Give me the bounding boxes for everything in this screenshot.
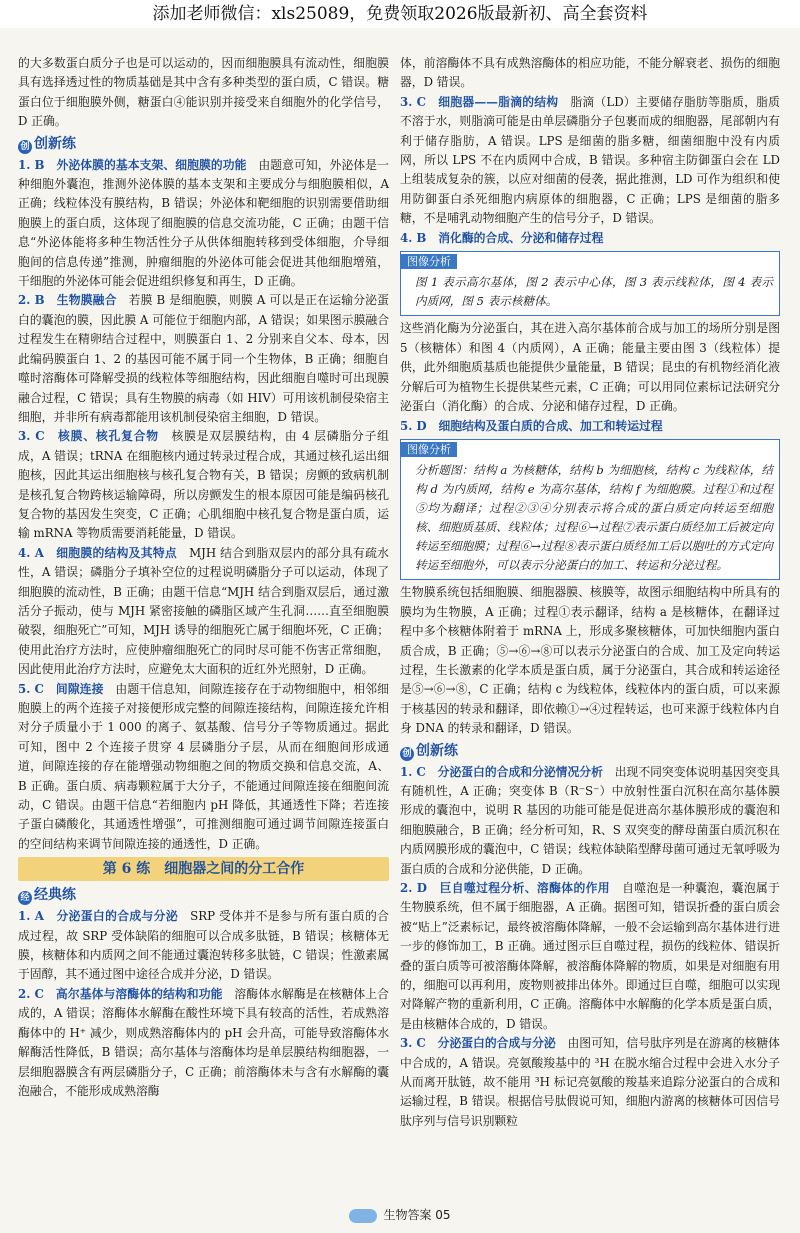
classic-badge-icon: 经 <box>18 891 32 905</box>
section-classic <box>18 884 389 906</box>
answer-number: 3. C <box>400 1036 426 1051</box>
footer-label: 生物答案 <box>383 1208 432 1222</box>
answer-item <box>400 763 780 879</box>
answer-text: SRP 受体并不是参与所有蛋白质的合成过程，故 SRP 受体缺陷的细胞可以合成多肽链，B 错误；核糖体无膜，核糖体和内质网之间不能通过囊泡转移多肽链，C 错误；性激素属于固醇，其不通过图中途径合成并分泌，D 错误。 <box>18 909 389 982</box>
answer-number: 2. B <box>18 293 45 308</box>
figure-analysis-text: 图 1 表示高尔基体，图 2 表示中心体，图 3 表示线粒体，图 4 表示内质网，图 5 表示核糖体。 <box>415 275 773 309</box>
answer-topic: 核膜、核孔复合物 <box>58 429 159 444</box>
answer-item <box>18 291 389 427</box>
publisher-logo-icon <box>349 1209 377 1223</box>
answer-item <box>18 985 389 1101</box>
answer-topic: 细胞膜的结构及其特点 <box>56 545 177 560</box>
answer-topic: 高尔基体与溶酶体的结构和功能 <box>55 986 223 1001</box>
figure-analysis-tag: 图像分析 <box>401 442 457 457</box>
figure-analysis-box <box>400 251 780 316</box>
answer-topic: 细胞结构及蛋白质的合成、加工和转运过程 <box>438 418 663 433</box>
watermark-banner: 添加老师微信：xls25089，免费领取2026版最新初、高全套资料 <box>0 0 800 28</box>
answer-item <box>400 417 780 436</box>
answer-number: 4. A <box>18 545 44 560</box>
answer-topic: 外泌体膜的基本支架、细胞膜的功能 <box>56 157 247 172</box>
answer-number: 2. D <box>400 881 428 895</box>
figure-analysis-tag: 图像分析 <box>401 254 457 269</box>
answer-topic: 消化酶的合成、分泌和储存过程 <box>438 230 604 245</box>
answer-number: 4. B <box>400 230 427 245</box>
answer-number: 3. C <box>18 429 45 444</box>
answer-topic: 生物膜融合 <box>56 293 117 308</box>
section-title: 经典练 <box>34 887 76 904</box>
answer-topic: 细胞器——脂滴的结构 <box>438 94 559 109</box>
answer-number: 3. C <box>400 94 427 109</box>
continued-paragraph: 体，前溶酶体不具有成熟溶酶体的相应功能，不能分解衰老、损伤的细胞器，D 错误。 <box>400 56 780 90</box>
answer-item <box>400 93 780 229</box>
figure-analysis-box <box>400 439 780 580</box>
answer-text: 溶酶体水解酶是在核糖体上合成的，A 错误；溶酶体水解酶在酸性环境下具有较高的活性，若成熟溶酶体中的 H⁺ 减少，则成熟溶酶体内的 pH 会升高，可能导致溶酶体水解酶活性降低，B 错误；高尔基体与溶酶体均是单层膜结构细胞器，一层细胞器膜含有两层磷脂分子，C 正确；前溶酶体未与含有水解酶的囊泡融合，不能形成成熟溶酶 <box>18 986 389 1098</box>
section-title: 创新练 <box>416 742 458 759</box>
answer-topic: 分泌蛋白的合成和分泌情况分析 <box>437 764 603 779</box>
answer-text: 由图可知，信号肽序列是在游离的核糖体中合成的，A 错误。亮氨酸羧基中的 ³H 在脱水缩合过程中会进入水分子从而离开肽链，故不能用 ³H 标记亮氨酸的羧基来追踪分泌蛋白的合成和运输过程，B 错误。根据信号肽假说可知，细胞内游离的核糖体可因信号肽序列与信号识别颗粒 <box>400 1036 780 1128</box>
answer-number: 5. C <box>18 681 44 696</box>
answer-item <box>18 427 389 543</box>
page-footer <box>0 1206 800 1223</box>
intro-paragraph: 的大多数蛋白质分子也是可以运动的，因而细胞膜具有流动性，细胞膜具有选择透过性的物质基础是其中含有多种类型的蛋白质，C 错误。糖蛋白位于细胞膜外侧，糖蛋白④能识别并接受来自细胞外的化学信号，D 正确。 <box>18 56 389 129</box>
answer-text: 这些消化酶为分泌蛋白，其在进入高尔基体前合成与加工的场所分别是图 5（核糖体）和图 4（内质网），A 正确；能量主要由图 3（线粒体）提供，此外细胞质基质也能提供少量能量，B 错误；昆虫的有机物经消化液分解后可为植物生长提供某些元素，C 正确；可以用同位素标记法研究分泌蛋白（消化酶）的合成、分泌和储存过程，D 正确。 <box>400 321 780 414</box>
answer-text: 若膜 B 是细胞膜，则膜 A 可以是正在运输分泌蛋白的囊泡的膜，因此膜 A 可能位于细胞内部，A 错误；如果图示膜融合过程发生在精卵结合过程中，则膜蛋白 1、2 分别来自父本、母本，因此编码膜蛋白 1、2 的基因可能不属于同一个生物体，B 正确；细胞自噬时溶酶体可降解受损的线粒体等细胞结构，因此细胞自噬时可出现膜融合过程，C 错误；具有生物膜的病毒（如 HIV）可用该机制侵染宿主细胞，并非所有病毒都能用该机制侵染宿主细胞，D 错误。 <box>18 293 389 424</box>
answer-topic: 间隙连接 <box>55 681 104 696</box>
answer-number: 1. B <box>18 157 45 172</box>
answer-text: 由题意可知，外泌体是一种细胞外囊泡，推测外泌体膜的基本支架和主要成分与细胞膜相似，A 正确；线粒体没有膜结构，B 错误；外泌体和靶细胞的识别需要借助细胞膜上的蛋白质，这体现了细胞膜的信息交流功能，C 正确；由题干信息“外泌体能将多种生物活性分子从供体细胞转移到受体细胞，介导细胞间的信息传递”推测，肿瘤细胞的外泌体可能会促进其他细胞增殖，干细胞的外泌体可能会促进组织修复和再生，D 正确。 <box>18 157 389 289</box>
lesson-heading: 第 6 练 细胞器之间的分工合作 <box>18 857 389 881</box>
answer-item <box>18 156 389 292</box>
answer-number: 1. C <box>400 764 426 779</box>
right-column <box>400 54 780 1131</box>
answer-item <box>18 907 389 985</box>
innovation-badge-icon: 创 <box>400 747 414 761</box>
answer-topic: 分泌蛋白的合成与分泌 <box>56 909 178 924</box>
answer-text: 生物膜系统包括细胞膜、细胞器膜、核膜等，故图示细胞结构中所具有的膜均为生物膜，A 正确；过程①表示翻译，结构 a 是核糖体，在翻译过程中多个核糖体附着于 mRNA 上，形成多聚核糖体，可加快细胞内蛋白质合成，B 正确；⑤→⑥→⑧可以表示分泌蛋白的合成、加工及定向转运过程，生长激素的化学本质是蛋白质，属于分泌蛋白，其合成和转运途径是⑤→⑥→⑧，C 正确；结构 c 为线粒体，线粒体内的蛋白质，可以来源于核基因的转录和翻译，即依赖①→④过程转运，也可来源于线粒体内自身 DNA 的转录和翻译，D 错误。 <box>400 585 780 736</box>
section-innovation <box>18 133 389 155</box>
left-column <box>18 54 389 1101</box>
answer-number: 2. C <box>18 986 44 1001</box>
answer-number: 1. A <box>18 909 44 924</box>
answer-number: 5. D <box>400 418 427 433</box>
section-innovation <box>400 740 780 762</box>
innovation-badge-icon: 创 <box>18 140 32 154</box>
answer-item <box>400 229 780 248</box>
page-number: 05 <box>435 1208 451 1222</box>
section-title: 创新练 <box>34 135 76 152</box>
answer-item <box>18 544 389 680</box>
answer-topic: 巨自噬过程分析、溶酶体的作用 <box>439 881 610 895</box>
figure-analysis-text: 分析题图：结构 a 为核糖体，结构 b 为细胞核，结构 c 为线粒体，结构 d 为内质网，结构 e 为高尔基体，结构 f 为细胞膜。过程①和过程⑤均为翻译；过程②③④分别表示将合成的蛋白质定向转运至细胞核、细胞质基质、线粒体；过程⑥→过程⑦表示蛋白质经加工后被定向转运至细胞膜；过程⑥→过程⑧表示蛋白质经加工后以胞吐的方式定向转运至细胞外，可以表示分泌蛋白的加工、转运和分泌过程。 <box>415 463 773 573</box>
answer-item <box>400 1034 780 1131</box>
answer-topic: 分泌蛋白的合成与分泌 <box>437 1036 556 1051</box>
answer-text: 自噬泡是一种囊泡，囊泡属于生物膜系统，但不属于细胞器，A 正确。据图可知，错误折叠的蛋白质会被“贴上”泛素标记，最终被溶酶体降解，一般不会运输到高尔基体进行进一步的修饰加工，B 正确。通过图示巨自噬过程，损伤的线粒体、错误折叠的蛋白质等可被溶酶体降解，被溶酶体降解的物质，如果是对细胞有用的，细胞可以再利用，废物则被排出体外。即通过巨自噬，细胞可以实现对降解产物的重新利用，C 正确。溶酶体中水解酶的化学本质是蛋白质，是由核糖体合成的，D 错误。 <box>400 881 780 1031</box>
answer-item <box>400 879 780 1034</box>
answer-text: 由题干信息知，间隙连接存在于动物细胞中，相邻细胞膜上的两个连接子对接便形成完整的间隙连接结构，间隙连接允许相对分子质量小于 1 000 的离子、氨基酸、信号分子等物质通过。据此可知，图中 2 个连接子贯穿 4 层磷脂分子层，从而在细胞间形成通道，间隙连接的存在能增强动物细胞之间的物质交换和信息交流，A、B 正确。蛋白质、病毒颗粒属于大分子，不能通过间隙连接在细胞间流动，C 错误。由题干信息“若细胞内 pH 降低，其通透性下降；若连接子蛋白磷酸化，其通透性增强”，可推测细胞可通过调节间隙连接蛋白的空间结构来调节间隙连接的通透性，D 正确。 <box>18 681 389 851</box>
answer-text: 核膜是双层膜结构，由 4 层磷脂分子组成，A 错误；tRNA 在细胞核内通过转录过程合成，其通过核孔运出细胞核，因此其运出细胞核与核孔复合物有关，B 错误；房颤的致病机制是核孔复合物跨核运输障碍，所以房颤发生的根本原因可能是编码核孔复合物的基因发生突变，C 正确；心肌细胞中核孔复合物是蛋白质，运输 mRNA 等物质需要消耗能量，D 错误。 <box>18 429 389 541</box>
answer-text: MJH 结合到脂双层内的部分具有疏水性，A 错误；磷脂分子填补空位的过程说明磷脂分子可以运动，体现了细胞膜的流动性，B 正确；由题干信息“MJH 结合到脂双层后，通过激活分子振动，使与 MJH 紧密接触的磷脂区域产生孔洞……直至细胞膜破裂，细胞死亡”可知，MJH 诱导的细胞死亡属于细胞坏死，C 正确；使用此治疗方法时，应使肿瘤细胞死亡的同时尽可能不伤害正常细胞，因此使用此治疗方法时，应避免太大面积的近红外光照射，D 正确。 <box>18 545 389 677</box>
answer-item <box>18 680 389 855</box>
answer-text: 脂滴（LD）主要储存脂肪等脂质，脂质不溶于水，则脂滴可能是由单层磷脂分子包裹而成的细胞器，尾部朝内有利于储存脂肪，A 错误。LPS 是细菌的脂多糖，细菌细胞中没有内质网，所以 LPS 不在内质网中合成，B 错误。多种宿主防御蛋白会在 LD 上组装成复杂的簇，以应对细菌的侵袭，据此推测，LD 可作为组织和使用防御蛋白杀死细胞内病原体的细胞器，C 正确；LPS 是细菌的脂多糖，不是哺乳动物细胞产生的信号分子，D 错误。 <box>400 94 780 226</box>
answer-text: 出现不同突变体说明基因突变具有随机性，A 正确；突变体 B（R⁻S⁻）中放射性蛋白沉积在高尔基体膜形成的囊泡中，说明 R 基因的功能可能是促进高尔基体膜形成的囊泡和细胞膜融合，B 正确；经分析可知，R、S 双突变的酵母菌蛋白质沉积在内质网膜形成的囊泡中，C 错误；线粒体缺陷型酵母菌可通过无氧呼吸为蛋白质的合成和分泌供能，D 正确。 <box>400 764 780 876</box>
